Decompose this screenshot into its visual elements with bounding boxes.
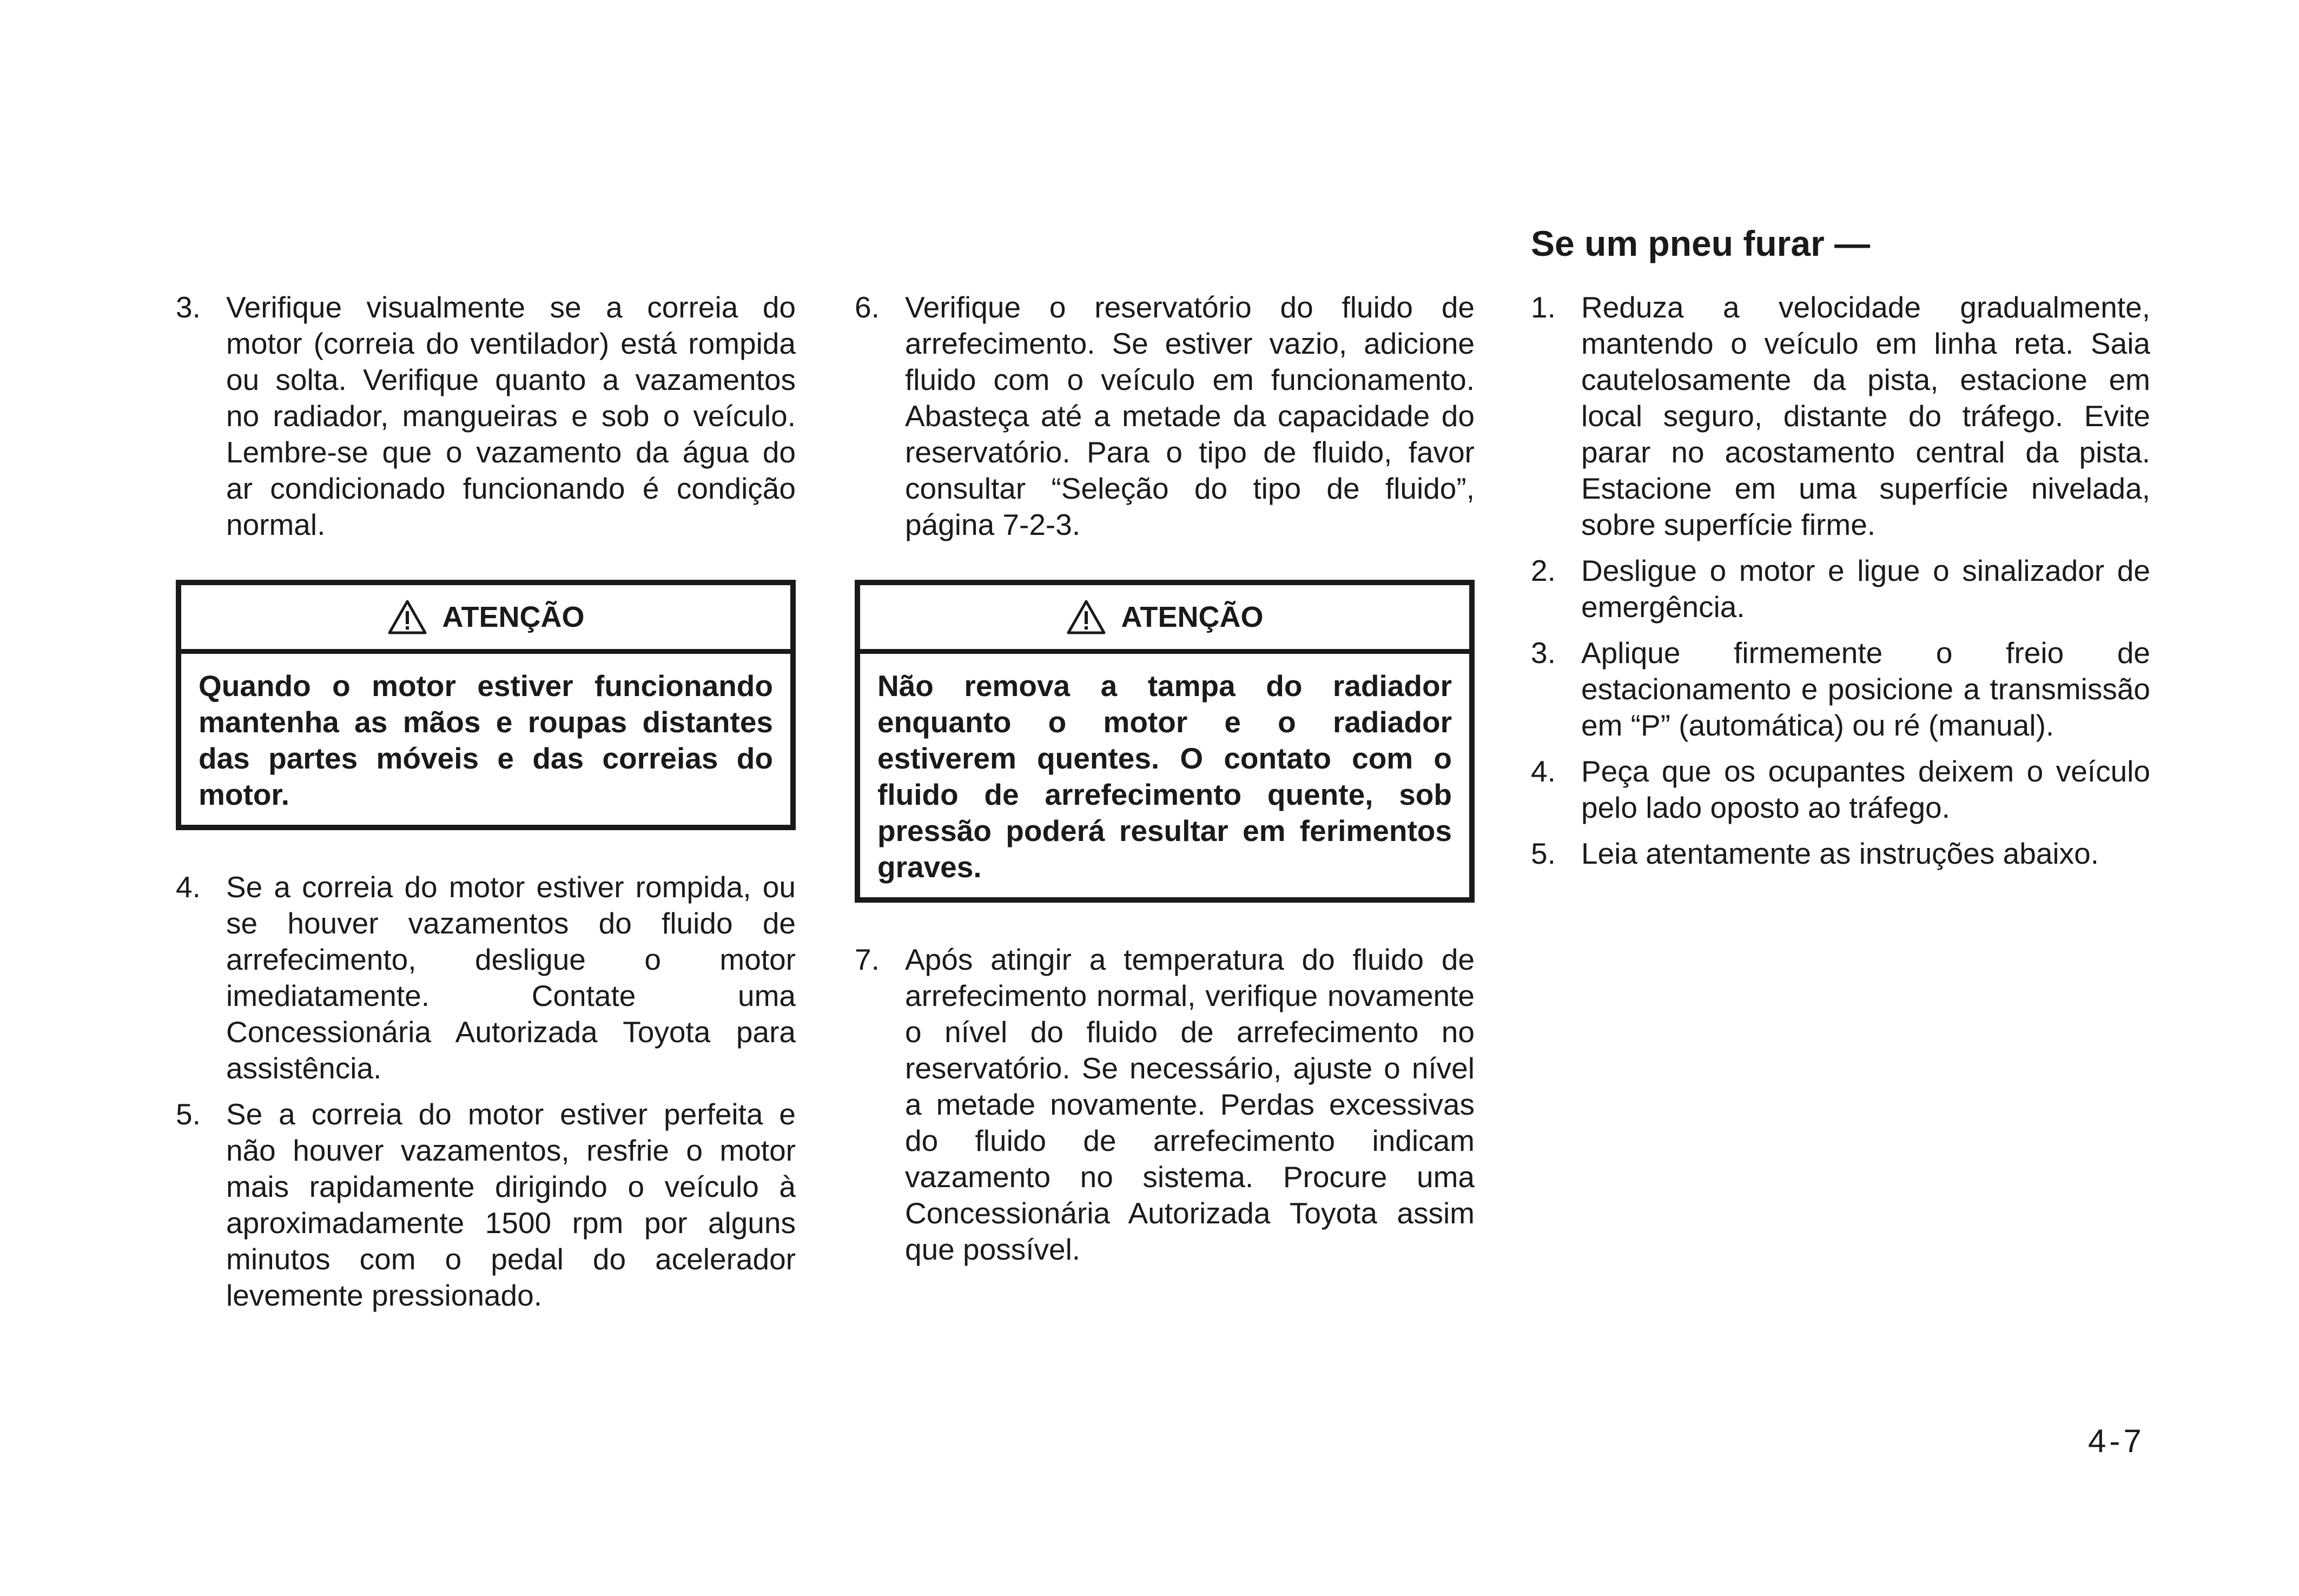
- item-number: 4.: [1531, 754, 1556, 788]
- list-item-4: [176, 869, 796, 1087]
- warning-title: ATENÇÃO: [442, 600, 585, 633]
- item-number: 7.: [855, 943, 880, 976]
- item-text: Após atingir a temperatura do fluido de arrefecimento normal, verifique novamente o nível do fluido de arrefecimento no reservatório. Se necessário, ajuste o nível a metade novamente. Perdas excessivas do fluido de arrefecimento indicam vazamento no sistema. Procure uma Concessionária Autorizada Toyota assim que possível.: [905, 943, 1475, 1266]
- item-text: Desligue o motor e ligue o sinalizador de emergência.: [1581, 554, 2150, 624]
- warning-header: [860, 585, 1469, 654]
- right-column: [1531, 222, 2150, 882]
- warning-box-engine-belts: [176, 580, 796, 830]
- warning-triangle-icon: [1066, 599, 1106, 635]
- list-item-2: [1531, 553, 2150, 625]
- item-number: 1.: [1531, 290, 1556, 324]
- list-item-3: [1531, 635, 2150, 744]
- item-text: Se a correia do motor estiver perfeita e não houver vazamentos, resfrie o motor mais rapidamente dirigindo o veículo à aproximadamente 1500 rpm por alguns minutos com o pedal do acelerador levemente pressionado.: [226, 1097, 796, 1312]
- list-item-5: [176, 1096, 796, 1314]
- list-item-1: [1531, 289, 2150, 543]
- middle-column: [855, 289, 1475, 1277]
- item-text: Reduza a velocidade gradualmente, mantendo o veículo em linha reta. Saia cautelosamente da pista, estacione em local seguro, distante do tráfego. Evite parar no acostamento central da pista. Estacione em uma superfície nivelada, sobre superfície firme.: [1581, 290, 2150, 541]
- list-item-5: [1531, 836, 2150, 872]
- item-text: Aplique firmemente o freio de estacionamento e posicione a transmissão em “P” (automática) ou ré (manual).: [1581, 636, 2150, 742]
- item-text: Verifique o reservatório do fluido de arrefecimento. Se estiver vazio, adicione fluido com o veículo em funcionamento. Abasteça até a metade da capacidade do reservatório. Para o tipo de fluido, favor consultar “Seleção do tipo de fluido”, página 7-2-3.: [905, 290, 1475, 541]
- item-number: 2.: [1531, 554, 1556, 587]
- warning-triangle-icon: [387, 599, 427, 635]
- warning-box-radiator: [855, 580, 1475, 903]
- list-item-3: [176, 289, 796, 543]
- left-column: [176, 289, 796, 1323]
- section-title: Se um pneu furar —: [1531, 223, 1871, 263]
- list-item-7: [855, 942, 1475, 1268]
- item-number: 5.: [176, 1097, 201, 1131]
- item-text: Se a correia do motor estiver rompida, ou se houver vazamentos do fluido de arrefecimento, desligue o motor imediatamente. Contate uma Concessionária Autorizada Toyota para assistência.: [226, 870, 796, 1085]
- item-number: 5.: [1531, 837, 1556, 870]
- warning-text: Quando o motor estiver funcionando mantenha as mãos e roupas distantes das partes móveis e das correias do motor.: [199, 669, 773, 811]
- item-number: 3.: [1531, 636, 1556, 670]
- item-number: 4.: [176, 870, 201, 904]
- item-number: 3.: [176, 290, 201, 324]
- item-text: Leia atentamente as instruções abaixo.: [1581, 837, 2099, 870]
- warning-text: Não remova a tampa do radiador enquanto o motor e o radiador estiverem quentes. O contato com o fluido de arrefecimento quente, sob pressão poderá resultar em ferimentos graves.: [877, 669, 1452, 884]
- list-item-6: [855, 289, 1475, 543]
- warning-header: [181, 585, 790, 654]
- item-text: Verifique visualmente se a correia do motor (correia do ventilador) está rompida ou solta. Verifique quanto a vazamentos no radiador, mangueiras e sob o veículo. Lembre-se que o vazamento da água do ar condicionado funcionando é condição normal.: [226, 290, 796, 541]
- page-number: 4-7: [2088, 1423, 2145, 1459]
- item-number: 6.: [855, 290, 880, 324]
- list-item-4: [1531, 753, 2150, 826]
- item-text: Peça que os ocupantes deixem o veículo pelo lado oposto ao tráfego.: [1581, 754, 2150, 824]
- warning-title: ATENÇÃO: [1121, 600, 1264, 633]
